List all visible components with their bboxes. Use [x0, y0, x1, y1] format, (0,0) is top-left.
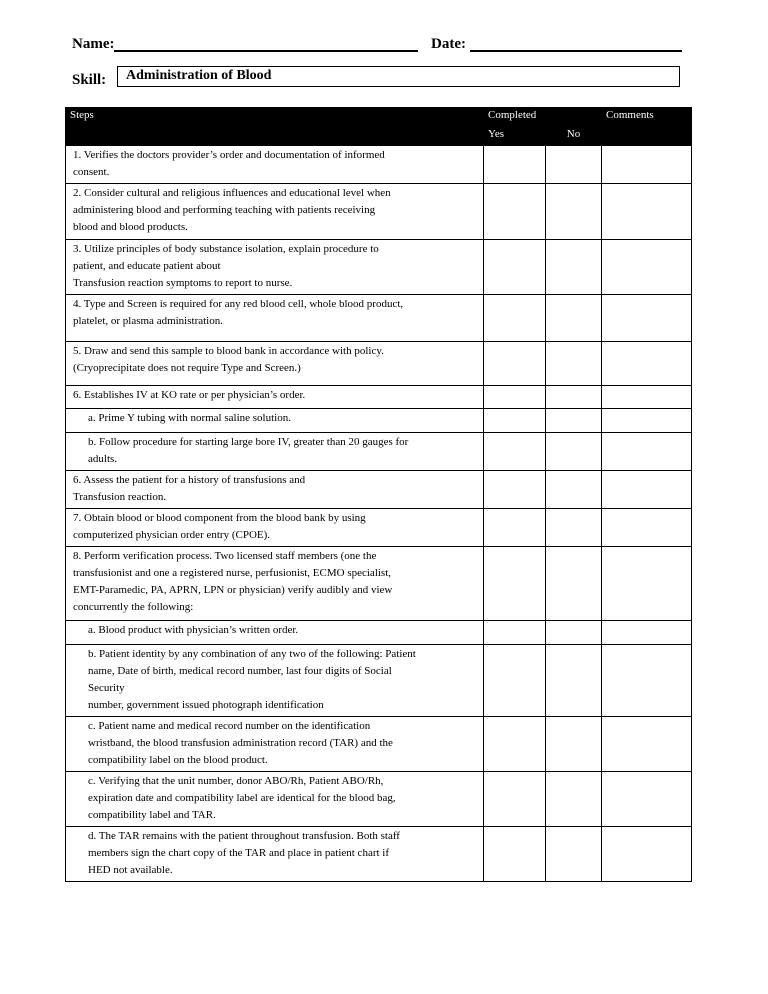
table-row: [66, 509, 692, 547]
table-row: [66, 827, 692, 882]
table-row: [66, 240, 692, 295]
no-header: No: [546, 127, 602, 146]
yes-cell[interactable]: [484, 509, 546, 547]
step-label: b. Follow procedure for starting large bore IV, greater than 20 gauges for adults.: [88, 436, 409, 465]
comments-cell[interactable]: [602, 772, 692, 827]
steps-subheader-blank: [66, 127, 484, 146]
table-row: [66, 386, 692, 409]
comments-cell[interactable]: [602, 433, 692, 471]
yes-cell[interactable]: [484, 717, 546, 772]
table-row: [66, 433, 692, 471]
step-text: [66, 827, 484, 882]
comments-cell[interactable]: [602, 409, 692, 433]
no-cell[interactable]: [546, 295, 602, 342]
date-field[interactable]: [470, 34, 682, 52]
name-label: Name:: [72, 36, 115, 52]
table-row: [66, 295, 692, 342]
comments-cell[interactable]: [602, 342, 692, 386]
table-body: [66, 146, 692, 882]
comments-subheader-blank: [602, 127, 692, 146]
step-text: [66, 433, 484, 471]
yes-cell[interactable]: [484, 295, 546, 342]
step-text: [66, 547, 484, 621]
table-row: [66, 547, 692, 621]
no-cell[interactable]: [546, 240, 602, 295]
step-label: 7. Obtain blood or blood component from the blood bank by using computerized physician order entry (CPOE).: [73, 512, 366, 541]
no-cell[interactable]: [546, 146, 602, 184]
comments-cell[interactable]: [602, 827, 692, 882]
steps-header: Steps: [66, 108, 484, 127]
yes-cell[interactable]: [484, 827, 546, 882]
comments-cell[interactable]: [602, 240, 692, 295]
step-text: [66, 509, 484, 547]
step-label: 4. Type and Screen is required for any red blood cell, whole blood product, platelet, or plasma administration.: [73, 298, 404, 327]
table-row: [66, 772, 692, 827]
comments-cell[interactable]: [602, 547, 692, 621]
step-text: [66, 295, 484, 342]
completed-header: Completed: [484, 108, 602, 127]
yes-cell[interactable]: [484, 547, 546, 621]
no-cell[interactable]: [546, 409, 602, 433]
table-row: [66, 146, 692, 184]
table-header-row: [66, 108, 692, 127]
step-text: [66, 772, 484, 827]
table-row: [66, 471, 692, 509]
no-cell[interactable]: [546, 547, 602, 621]
step-label: d. The TAR remains with the patient throughout transfusion. Both staff members sign the chart copy of the TAR and place in patient chart if HED not available.: [88, 830, 400, 876]
table-row: [66, 717, 692, 772]
yes-cell[interactable]: [484, 433, 546, 471]
no-cell[interactable]: [546, 386, 602, 409]
yes-cell[interactable]: [484, 772, 546, 827]
no-cell[interactable]: [546, 645, 602, 717]
yes-cell[interactable]: [484, 240, 546, 295]
table-subheader-row: [66, 127, 692, 146]
step-label: b. Patient identity by any combination of any two of the following: Patient name, Date of birth, medical record number, last four digits of Social Security number, government issued photograph identification: [88, 648, 416, 711]
step-text: [66, 645, 484, 717]
table-row: [66, 621, 692, 645]
yes-cell[interactable]: [484, 409, 546, 433]
yes-cell[interactable]: [484, 184, 546, 240]
comments-cell[interactable]: [602, 509, 692, 547]
step-label: 3. Utilize principles of body substance isolation, explain procedure to patient, and educate patient about Transfusion reaction symptoms to report to nurse.: [73, 243, 379, 289]
skills-checklist-table: [65, 107, 692, 882]
comments-cell[interactable]: [602, 295, 692, 342]
yes-cell[interactable]: [484, 471, 546, 509]
step-text: [66, 342, 484, 386]
comments-cell[interactable]: [602, 471, 692, 509]
table-row: [66, 342, 692, 386]
no-cell[interactable]: [546, 471, 602, 509]
no-cell[interactable]: [546, 342, 602, 386]
comments-cell[interactable]: [602, 717, 692, 772]
step-label: 2. Consider cultural and religious influences and educational level when administering blood and performing teaching with patients receiving blood and blood products.: [73, 187, 391, 233]
step-text: [66, 184, 484, 240]
comments-cell[interactable]: [602, 184, 692, 240]
comments-cell[interactable]: [602, 621, 692, 645]
step-label: c. Verifying that the unit number, donor ABO/Rh, Patient ABO/Rh, expiration date and compatibility label are identical for the blood bag, compatibility label and TAR.: [88, 775, 396, 821]
step-label: 6. Assess the patient for a history of transfusions and Transfusion reaction.: [73, 474, 306, 503]
comments-cell[interactable]: [602, 645, 692, 717]
step-label: 5. Draw and send this sample to blood bank in accordance with policy. (Cryoprecipitate does not require Type and Screen.): [73, 345, 384, 374]
yes-cell[interactable]: [484, 146, 546, 184]
step-label: a. Prime Y tubing with normal saline solution.: [88, 412, 291, 424]
yes-cell[interactable]: [484, 621, 546, 645]
yes-header: Yes: [484, 127, 546, 146]
table-row: [66, 184, 692, 240]
step-text: [66, 471, 484, 509]
no-cell[interactable]: [546, 621, 602, 645]
no-cell[interactable]: [546, 772, 602, 827]
no-cell[interactable]: [546, 509, 602, 547]
skill-field: Administration of Blood: [117, 66, 680, 87]
no-cell[interactable]: [546, 717, 602, 772]
step-text: [66, 240, 484, 295]
name-field[interactable]: [114, 34, 418, 52]
date-label: Date:: [431, 36, 466, 52]
comments-cell[interactable]: [602, 146, 692, 184]
step-text: [66, 717, 484, 772]
no-cell[interactable]: [546, 433, 602, 471]
step-text: [66, 409, 484, 433]
no-cell[interactable]: [546, 184, 602, 240]
step-text: [66, 621, 484, 645]
step-text: [66, 386, 484, 409]
comments-header: Comments: [602, 108, 692, 127]
no-cell[interactable]: [546, 827, 602, 882]
skill-label: Skill:: [72, 72, 107, 88]
yes-cell[interactable]: [484, 645, 546, 717]
step-label: 8. Perform verification process. Two licensed staff members (one the transfusionist and one a registered nurse, perfusionist, ECMO specialist, EMT-Paramedic, PA, APRN, LPN or physician) verify audibly and view concurrently the following:: [73, 550, 393, 613]
step-label: 1. Verifies the doctors provider’s order and documentation of informed consent.: [73, 149, 385, 178]
yes-cell[interactable]: [484, 386, 546, 409]
table-row: [66, 409, 692, 433]
step-label: a. Blood product with physician’s written order.: [88, 624, 299, 636]
step-text: [66, 146, 484, 184]
step-label: c. Patient name and medical record number on the identification wristband, the blood transfusion administration record (TAR) and the compatibility label on the blood product.: [88, 720, 393, 766]
yes-cell[interactable]: [484, 342, 546, 386]
step-label: 6. Establishes IV at KO rate or per physician’s order.: [73, 389, 306, 401]
table-row: [66, 645, 692, 717]
comments-cell[interactable]: [602, 386, 692, 409]
